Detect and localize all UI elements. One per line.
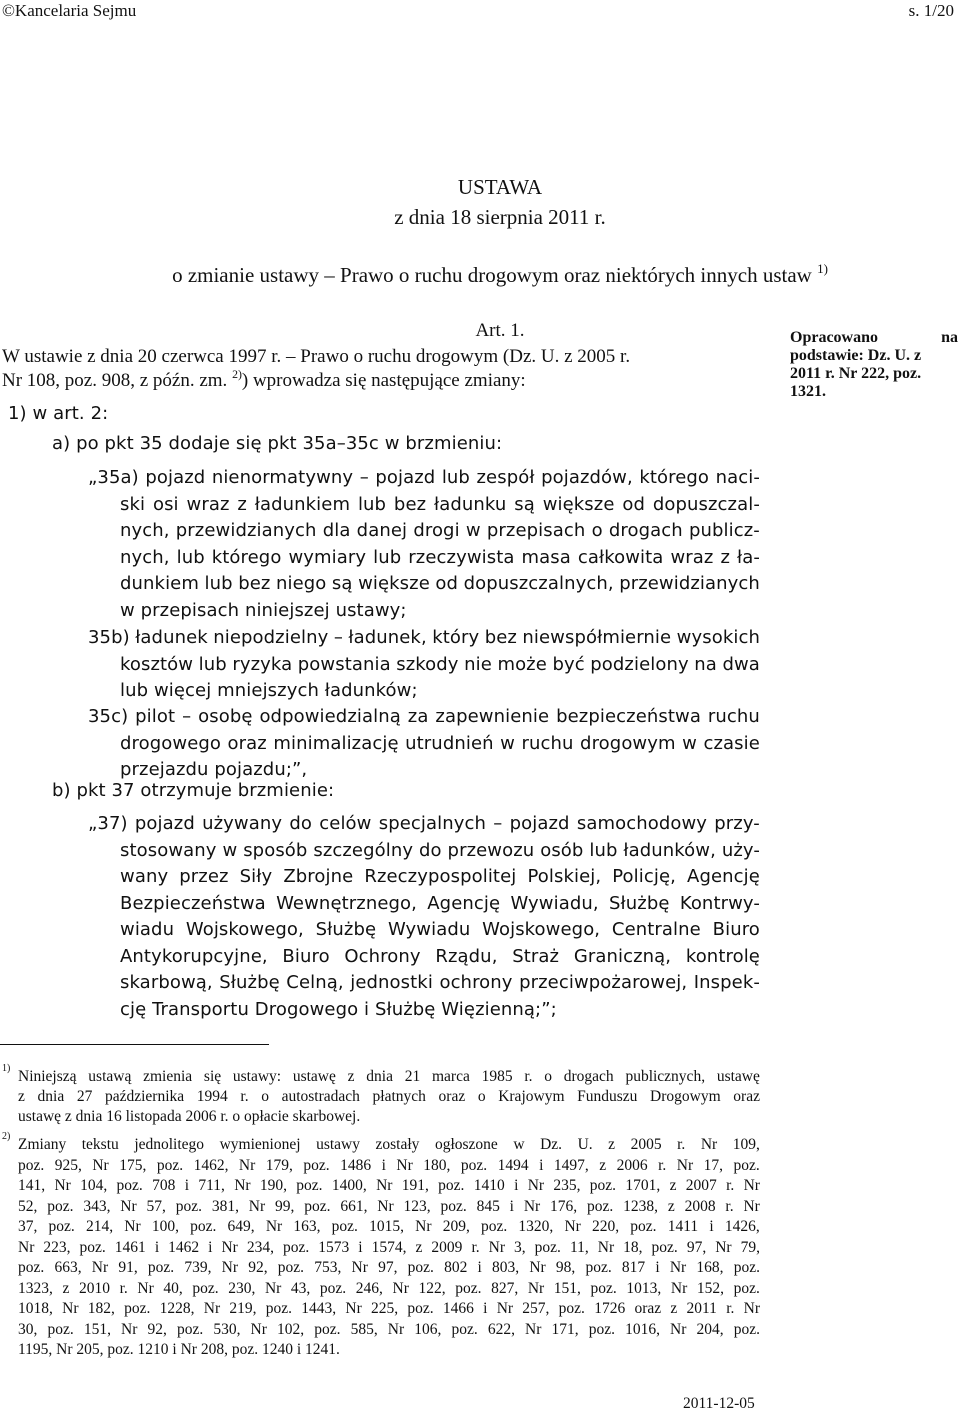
letter-a-intro: a) po pkt 35 dodaje się pkt 35a–35c w brzmieniu: (52, 433, 503, 454)
text-line: „35a) pojazd nienormatywny – pojazd lub zespół pojazdów, którego naci- (88, 467, 760, 488)
text-line: w przepisach niniejszej ustawy; (120, 599, 407, 621)
footnote-2-mark: 2) (2, 1131, 11, 1142)
text-line: 1323, z 2010 r. Nr 40, poz. 230, Nr 43, poz. 246, Nr 122, poz. 827, Nr 151, poz. 1013, Nr 152, poz. (18, 1279, 760, 1297)
text-line: nych, lub którego wymiary lub rzeczywista masa całkowita wraz z ła- (120, 546, 760, 568)
text-line: poz. 925, Nr 175, poz. 1462, Nr 179, poz. 1486 i Nr 180, poz. 1494 i 1497, z 2006 r. Nr 17, poz. (18, 1156, 760, 1174)
text-line: skarbową, Służbę Celną, jednostki ochrony przeciwpożarowej, Inspek- (120, 972, 760, 993)
text-line: Niniejszą ustawą zmienia się ustawy: ustawę z dnia 21 marca 1985 r. o drogach publicznych, ustawę (18, 1068, 760, 1085)
act-type-title: USTAWA (457, 175, 543, 199)
text-line: kosztów lub ryzyka powstania szkody nie może być podzielony na dwa (120, 653, 760, 675)
intro-footnote-ref: 2) (232, 367, 242, 381)
text-line: 35c) pilot – osobę odpowiedzialną za zapewnienie bezpieczeństwa ruchu (88, 706, 760, 727)
text-line: ustawę z dnia 16 listopada 2006 r. o opłacie skarbowej. (18, 1108, 361, 1125)
text-line: Antykorupcyjne, Biuro Ochrony Rządu, Straż Graniczną, kontrolę (120, 945, 760, 967)
act-subject: o zmianie ustawy – Prawo o ruchu drogowym oraz niektórych innych ustaw $^{1)}$ (172, 260, 828, 287)
definition-35c (88, 704, 760, 784)
letter-b-intro: b) pkt 37 otrzymuje brzmienie: (52, 780, 335, 801)
text-line: dunkiem lub bez niego są większe od dopuszczalnych, przewidzianych (120, 573, 760, 594)
text-line: 141, Nr 104, poz. 708 i 711, Nr 190, poz. 1400, Nr 191, poz. 1410 i Nr 235, poz. 1701, z 2007 r. Nr (18, 1177, 760, 1194)
side-note-source: Opracowano na podstawie: Dz. U. z 2011 r. Nr 222, poz. 1321. (790, 329, 958, 400)
text-line: 1195, Nr 205, poz. 1210 i Nr 208, poz. 1240 i 1241. (18, 1341, 340, 1358)
text-line: drogowego oraz minimalizację utrudnień w ruchu drogowym w czasie (120, 732, 760, 754)
text-line: nych, przewidzianych dla danej drogi w przepisach o drogach publicz- (120, 520, 760, 541)
footnote-1-mark: 1) (2, 1063, 11, 1074)
article-heading: Art. 1. (475, 320, 525, 341)
text-line: 37, poz. 214, Nr 100, poz. 649, Nr 163, poz. 1015, Nr 209, poz. 1320, Nr 220, poz. 1411 i 1426, (18, 1218, 760, 1235)
text-line: „37) pojazd używany do celów specjalnych – pojazd samochodowy przy- (88, 813, 760, 834)
text-line: 35b) ładunek niepodzielny – ładunek, który bez niewspółmiernie wysokich (88, 627, 760, 648)
text-line: wany przez Siły Zbrojne Rzeczypospolitej Polskiej, Policję, Agencję (120, 866, 760, 887)
definition-37 (88, 811, 760, 1023)
footnote-2 (18, 1135, 760, 1361)
text-line: lub więcej mniejszych ładunków; (120, 680, 418, 701)
text-line: Nr 223, poz. 1461 i 1462 i Nr 234, poz. 1573 i 1574, z 2009 r. Nr 3, poz. 11, Nr 18, poz. 97, Nr 79, (18, 1238, 760, 1256)
article-intro-line-1: W ustawie z dnia 20 czerwca 1997 r. – Prawo o ruchu drogowym (Dz. U. z 2005 r. (2, 346, 631, 367)
text-line: poz. 663, Nr 91, poz. 739, Nr 92, poz. 753, Nr 97, poz. 802 i 803, Nr 98, poz. 817 i Nr 168, poz. (18, 1259, 760, 1276)
text-line: Bezpieczeństwa Wewnętrznego, Agencję Wywiadu, Służbę Kontrwy- (120, 892, 760, 914)
text-line: przejazdu pojazdu;”, (120, 759, 308, 780)
text-line: z dnia 27 października 1994 r. o autostradach płatnych oraz o Krajowym Funduszu Drogowym oraz (18, 1088, 760, 1105)
subject-footnote-ref: 1) (817, 260, 828, 276)
header-page-number: s. 1/20 (908, 1, 954, 20)
text-line: stosowany w sposób szczególny do przewozu osób lub ładunków, uży- (120, 839, 760, 861)
article-intro-line-2: Nr 108, poz. 908, z późn. zm. $^{2)}$) wprowadza się następujące zmiany: (2, 367, 526, 391)
footnote-1 (18, 1067, 760, 1127)
footer-date: 2011-12-05 (683, 1395, 755, 1412)
text-line: 52, poz. 343, Nr 57, poz. 381, Nr 99, poz. 661, Nr 123, poz. 845 i Nr 176, poz. 1238, z 2008 r. Nr (18, 1197, 760, 1215)
act-date: z dnia 18 sierpnia 2011 r. (394, 205, 606, 229)
definition-35b (88, 625, 760, 705)
text-line: cję Transportu Drogowego i Służbę Więzienną;”; (120, 998, 557, 1020)
header-copyright: ©Kancelaria Sejmu (2, 1, 137, 20)
text-line: Zmiany tekstu jednolitego wymienionej ustawy zostały ogłoszone w Dz. U. z 2005 r. Nr 109, (18, 1136, 760, 1153)
footnote-separator (0, 1044, 269, 1045)
text-line: wiadu Wojskowego, Służbę Wywiadu Wojskowego, Centralne Biuro (120, 919, 760, 940)
definition-35a (88, 465, 760, 624)
point-1: 1) w art. 2: (8, 403, 109, 424)
text-line: ski osi wraz z ładunkiem lub bez ładunku są większe od dopuszczal- (120, 493, 760, 515)
text-line: 30, poz. 151, Nr 92, poz. 530, Nr 102, poz. 585, Nr 106, poz. 622, Nr 171, poz. 1016, Nr 204, poz. (18, 1320, 760, 1338)
text-line: 1018, Nr 182, poz. 1228, Nr 219, poz. 1443, Nr 225, poz. 1466 i Nr 257, poz. 1726 oraz z 2011 r. Nr (18, 1300, 760, 1317)
